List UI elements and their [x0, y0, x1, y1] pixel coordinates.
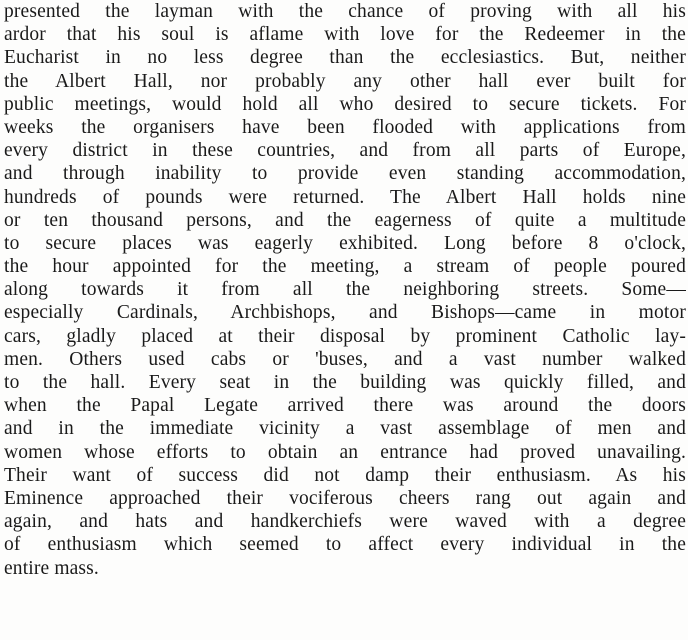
text-line: Eucharist in no less degree than the ecclesiastics. But, neither	[4, 47, 686, 69]
text-line: or ten thousand persons, and the eagerness of quite a multitude	[4, 209, 686, 231]
text-line: to the hall. Every seat in the building was quickly filled, and	[4, 372, 686, 393]
text-line: along towards it from all the neighboring streets. Some—	[4, 279, 686, 301]
text-line: presented the layman with the chance of proving with all his	[4, 1, 686, 22]
text-line: Their want of success did not damp their enthusiasm. As his	[4, 464, 686, 486]
text-line: weeks the organisers have been flooded with applications from	[4, 116, 686, 138]
text-line: and through inability to provide even standing accommodation,	[4, 163, 686, 185]
text-line: hundreds of pounds were returned. The Albert Hall holds nine	[4, 186, 686, 208]
text-line: the Albert Hall, nor probably any other hall ever built for	[4, 70, 686, 92]
text-line: Eminence approached their vociferous cheers rang out again and	[4, 487, 686, 509]
text-line-final: entire mass.	[4, 557, 99, 579]
text-line: when the Papal Legate arrived there was around the doors	[4, 395, 686, 417]
text-line: women whose efforts to obtain an entrance had proved unavailing.	[4, 441, 686, 463]
text-line: public meetings, would hold all who desired to secure tickets. For	[4, 93, 686, 115]
text-line: again, and hats and handkerchiefs were waved with a degree	[4, 511, 686, 533]
body-text	[4, 0, 686, 580]
text-line: cars, gladly placed at their disposal by prominent Catholic lay-	[4, 325, 686, 347]
text-line: to secure places was eagerly exhibited. Long before 8 o'clock,	[4, 232, 686, 254]
text-line: every district in these countries, and from all parts of Europe,	[4, 140, 686, 162]
text-line: and in the immediate vicinity a vast assemblage of men and	[4, 418, 686, 440]
text-line: of enthusiasm which seemed to affect every individual in the	[4, 534, 686, 556]
text-line: ardor that his soul is aflame with love for the Redeemer in the	[4, 24, 686, 46]
text-line: men. Others used cabs or 'buses, and a vast number walked	[4, 348, 686, 370]
text-line: the hour appointed for the meeting, a stream of people poured	[4, 256, 686, 278]
text-line: especially Cardinals, Archbishops, and Bishops—came in motor	[4, 302, 686, 324]
